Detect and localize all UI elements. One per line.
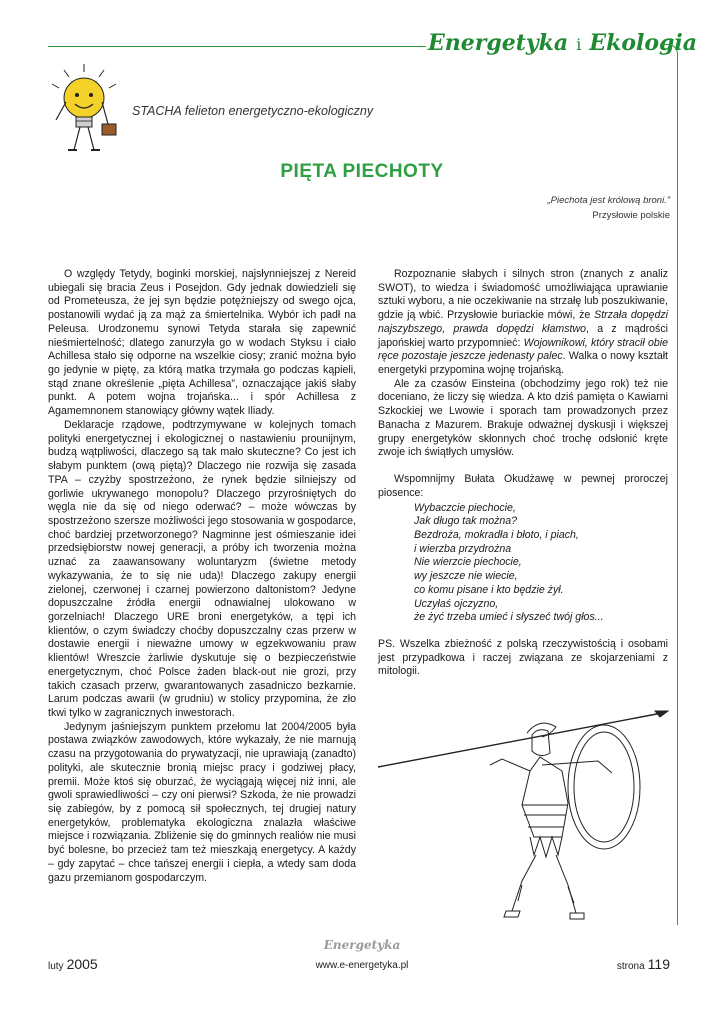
poem-line: wy jeszcze nie wiecie, xyxy=(414,570,518,583)
page-number-value: 119 xyxy=(647,956,670,972)
page-label: strona xyxy=(616,961,645,972)
poem-line: Jak długo tak można? xyxy=(414,515,518,528)
poem-line: Uczyłaś ojczyzno, xyxy=(414,597,499,610)
footer-logo: Energetyka xyxy=(323,938,401,952)
right-column xyxy=(378,268,668,679)
poem-line: Nie wierzcie piechocie, xyxy=(414,556,522,569)
poem xyxy=(414,502,668,625)
header-rule xyxy=(48,46,426,47)
epigraph xyxy=(548,193,671,223)
lightbulb-mascot-icon xyxy=(44,62,124,158)
issue-year: 2005 xyxy=(66,956,98,972)
website-link[interactable]: www.e-energetyka.pl xyxy=(315,960,409,971)
paragraph: Ale za czasów Einsteina (obchodzimy jego rok) też nie doceniano, że liczy się wiedza. A kto dziś pamięta o Kawiarni Szkockiej we Lwowie i sporach tam prowadzonych przez Banacha z Mazurem. Brakuje odważnej dyskusji i większej grupy energetyków skłonnych choć trochę odsłonić kręte zwoje ich świątłych umysłów. xyxy=(378,377,668,459)
page-number xyxy=(617,956,670,972)
proverb-japanese: Wojownikowi, który stracił obie ręce pozostaje jeszcze jedenasty palec xyxy=(378,336,668,363)
epigraph-source: Przysłowie polskie xyxy=(592,210,670,221)
poem-line: i wierzba przydrożna xyxy=(414,542,512,555)
poem-line: co komu pisane i kto będzie żył. xyxy=(414,583,564,596)
paragraph: Deklaracje rządowe, podtrzymywane w kolejnych tomach polityki energetycznej i ekologicznej o nastawieniu prounijnym, budzą wątpliwości, dlaczego są tak mało skuteczne? Co jest ich słabym punktem (ową piętą)? Dlaczego nie rozwija się zasada TPA – czyżby spostrzeżono, że rynek będzie silniejszy od gorliwie ukrywanego monopolu? Dlaczego przyrośniętych do węgla nie da się od niego oderwać? – może wówczas by spostrzeżono szersze możliwości jego stosowania w gospodarce, choć bardziej przetworzonego? Nagminne jest ośmieszanie idei przedsiębiorstw nowej generacji, a próby ich tworzenia można uznać za zaawansowany woluntaryzm (świetne metody wykazywania, że to się nie uda)! Dlaczego zakupy energii zielonej, czerwonej i czarnej powierzono daltonistom? Jedyne dopuszczalne źródła energii odnawialnej ulokowano w gorzelniach! Dlaczego URE broni energetyków, a tępi ich klientów, o czym świadczy choćby dopuszczalny czas przerw w dostawie energii i nieważne umowy w egzekwowaniu praw klientów! Wreszcie żarliwie dyskutuje się o bezpieczeństwie energetycznym, choć Polsce żaden black-out nie grozi, przy takich czasach przerw, gwarantowanych zasadniczo bezkarnie. Larum podczas awarii (w grudniu) w stolicy przypomina, że zło tkwi tylko w zagranicznych inwestorach. xyxy=(48,418,356,719)
brand-separator: i xyxy=(576,35,582,54)
paragraph: Wspomnijmy Bułata Okudżawę w pewnej proroczej piosence: xyxy=(378,473,668,499)
brand-energetyka: Energetyka xyxy=(428,30,569,56)
poem-line: że żyć trzeba umieć i słyszeć twój głos... xyxy=(414,611,604,624)
issue-month: luty xyxy=(48,961,64,972)
paragraph: O względy Tetydy, boginki morskiej, najsłynniejszej z Nereid ubiegali się bracia Zeus i Posejdon. Gdy jednak dowiedzieli się od Prometeusza, że jej syn będzie potężniejszy od swego ojca, postanowili wydać ją za mąż za śmiertelnika. Wybór ich padł na Peleusa. Urodzonemu synowi Tetyda starała się zapewnić nieśmiertelność; dlatego zanurzyła go w wodach Styksu i ciało Achillesa stało się odporne na wszelkie ciosy; zranić można było go jedynie w piętę, za którą matka trzymała go podczas kąpieli, stąd znane określenie „pięta Achillesa”, oznaczające jakiś słaby punkt. A potem wojna trojańska... i spór Achillesa z Agamemnonem stanowiący główny wątek Iliady. xyxy=(48,268,356,418)
right-margin-rule xyxy=(677,57,678,925)
proverb-buryat: Strzała dopędzi najszybszego, prawda dopędzi kłamstwo xyxy=(378,309,668,335)
left-column xyxy=(48,268,356,885)
poem-line: Wybaczcie piechocie, xyxy=(414,501,516,514)
hoplite-warrior-illustration xyxy=(372,705,672,925)
paragraph: Rozpoznanie słabych i silnych stron (znanych z analiz SWOT), to wiedza i świadomość umożliwiająca uprawianie sztuki wyboru, a nie oczekiwanie na strzałę lub poszukiwanie, gdzie ją wbić. Przysłowie buriackie mówi, że Strzała dopędzi najszybszego, prawda dopędzi kłamstwo, a z mądrości japońskiej warto przypomnieć: Wojownikowi, który stracił obie ręce pozostaje jeszcze jedenasty palec. Walka o nowy kształt energetyki przypomina wojnę trojańską. xyxy=(378,268,669,377)
paragraph: Jedynym jaśniejszym punktem przełomu lat 2004/2005 była postawa związków zawodowych, które wykazały, że nie marnują czasu na przygotowania do prywatyzacji, nie uprawiają (zanadto) polityki, ale skutecznie bronią miejsc pracy i godziwej płacy, premii. Może ktoś się oburzać, że wyciągają więcej niż inni, ale gwoli sprawiedliwości – czy oni pierwsi? Szkoda, że nie prowadzi się zabiegów, by z pomocą sił społecznych, tej drugiej natury energetyków, problematyka ekologiczna znalazła właściwe miejsce i rozwiązania. Zbliżenie się do gminnych realiów nie musi być bolesne, bo przecież tam też mieszkają energetycy. A każdy – gdy zapytać – chce tańszej energii i ciepła, a wtedy sam doda gazu przemianom gospodarczym. xyxy=(48,720,356,884)
magazine-logo xyxy=(428,30,697,56)
brand-ekologia: Ekologia xyxy=(589,30,698,56)
column-subtitle: STACHA felieton energetyczno-ekologiczny xyxy=(132,104,374,118)
poem-line: Bezdroża, mokradła i błoto, i piach, xyxy=(414,528,579,541)
postscript: PS. Wszelka zbieżność z polską rzeczywistością i osobami jest przypadkowa i raczej związana ze skojarzeniami z mitologii. xyxy=(378,637,668,678)
article-title: PIĘTA PIECHOTY xyxy=(280,161,444,182)
epigraph-quote: „Piechota jest królową broni.” xyxy=(547,195,670,206)
